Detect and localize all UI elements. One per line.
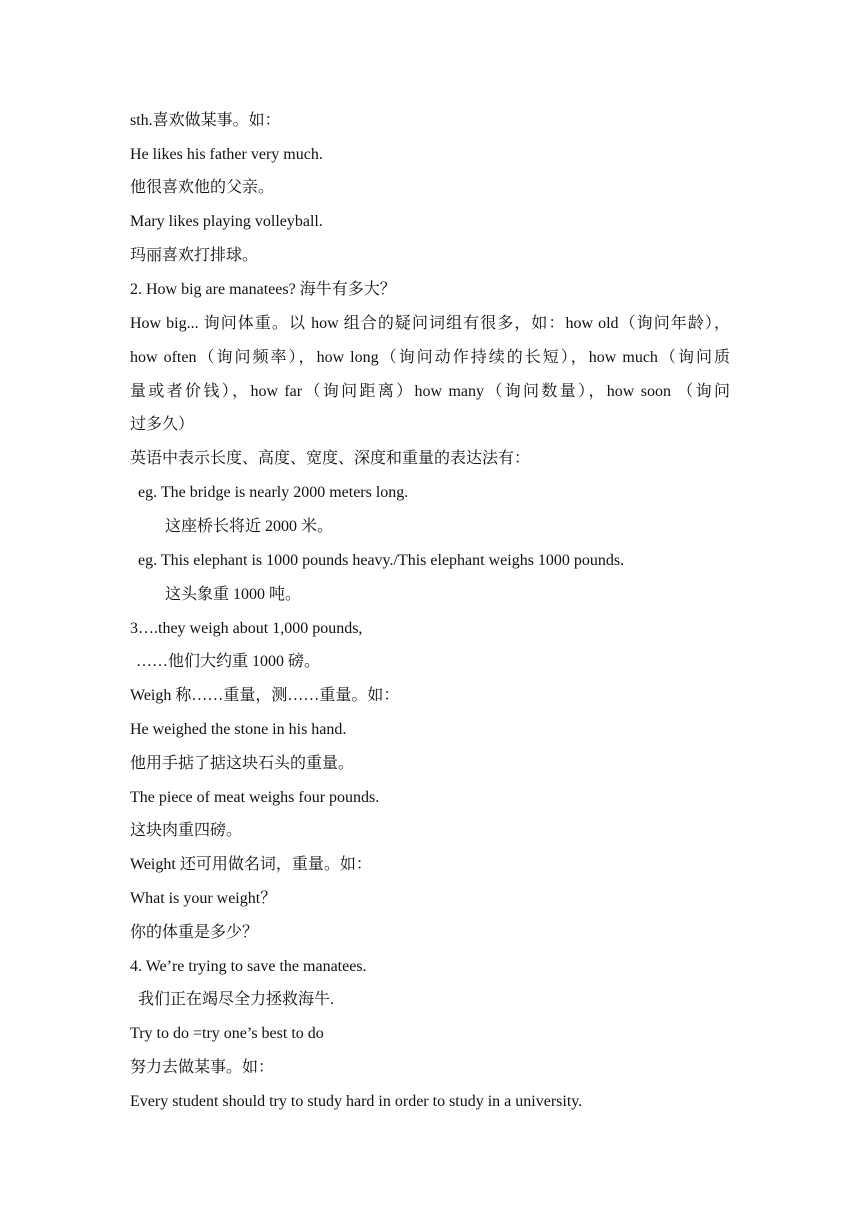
text-line: eg. The bridge is nearly 2000 meters long. [138, 484, 409, 501]
text-line: ……他们大约重 1000 磅。 [136, 653, 321, 670]
text-line: 我们正在竭尽全力拯救海牛. [138, 991, 335, 1008]
text-line: What is your weight？ [130, 890, 277, 907]
text-line: He likes his father very much. [130, 146, 323, 163]
text-line: 4. We’re trying to save the manatees. [130, 958, 367, 975]
text-line: eg. This elephant is 1000 pounds heavy./This elephant weighs 1000 pounds. [138, 552, 625, 569]
text-line: 你的体重是多少？ [130, 924, 259, 941]
text-line: Mary likes playing volleyball. [130, 213, 323, 230]
text-line: 英语中表示长度、高度、宽度、深度和重量的表达法有： [130, 450, 531, 467]
text-line: 量或者价钱），how far（询问距离）how many（询问数量），how soon （询问 [130, 383, 730, 400]
text-line: how often（询问频率），how long（询问动作持续的长短），how much（询问质 [130, 349, 730, 366]
text-line: Try to do =try one’s best to do [130, 1025, 324, 1042]
text-line: 他很喜欢他的父亲。 [130, 179, 275, 196]
text-line: 过多久） [130, 416, 195, 433]
text-line: 玛丽喜欢打排球。 [130, 247, 259, 264]
text-line: Weigh 称……重量，测……重量。如： [130, 687, 400, 704]
text-line: He weighed the stone in his hand. [130, 721, 347, 738]
text-line: Weight 还可用做名词，重量。如： [130, 856, 372, 873]
text-line: 3….they weigh about 1,000 pounds, [130, 620, 363, 637]
text-line: 这头象重 1000 吨。 [165, 586, 302, 603]
text-line: 这座桥长将近 2000 米。 [165, 518, 334, 535]
text-line: The piece of meat weighs four pounds. [130, 789, 380, 806]
text-line: 2. How big are manatees? 海牛有多大？ [130, 281, 396, 298]
text-line: 这块肉重四磅。 [130, 822, 243, 839]
text-line: 他用手掂了掂这块石头的重量。 [130, 755, 355, 772]
text-line: Every student should try to study hard in order to study in a university. [130, 1093, 583, 1110]
text-line: How big... 询问体重。以 how 组合的疑问词组有很多，如：how old（询问年龄）， [130, 315, 730, 332]
text-line: sth.喜欢做某事。如： [130, 112, 281, 129]
text-line: 努力去做某事。如： [130, 1059, 275, 1076]
